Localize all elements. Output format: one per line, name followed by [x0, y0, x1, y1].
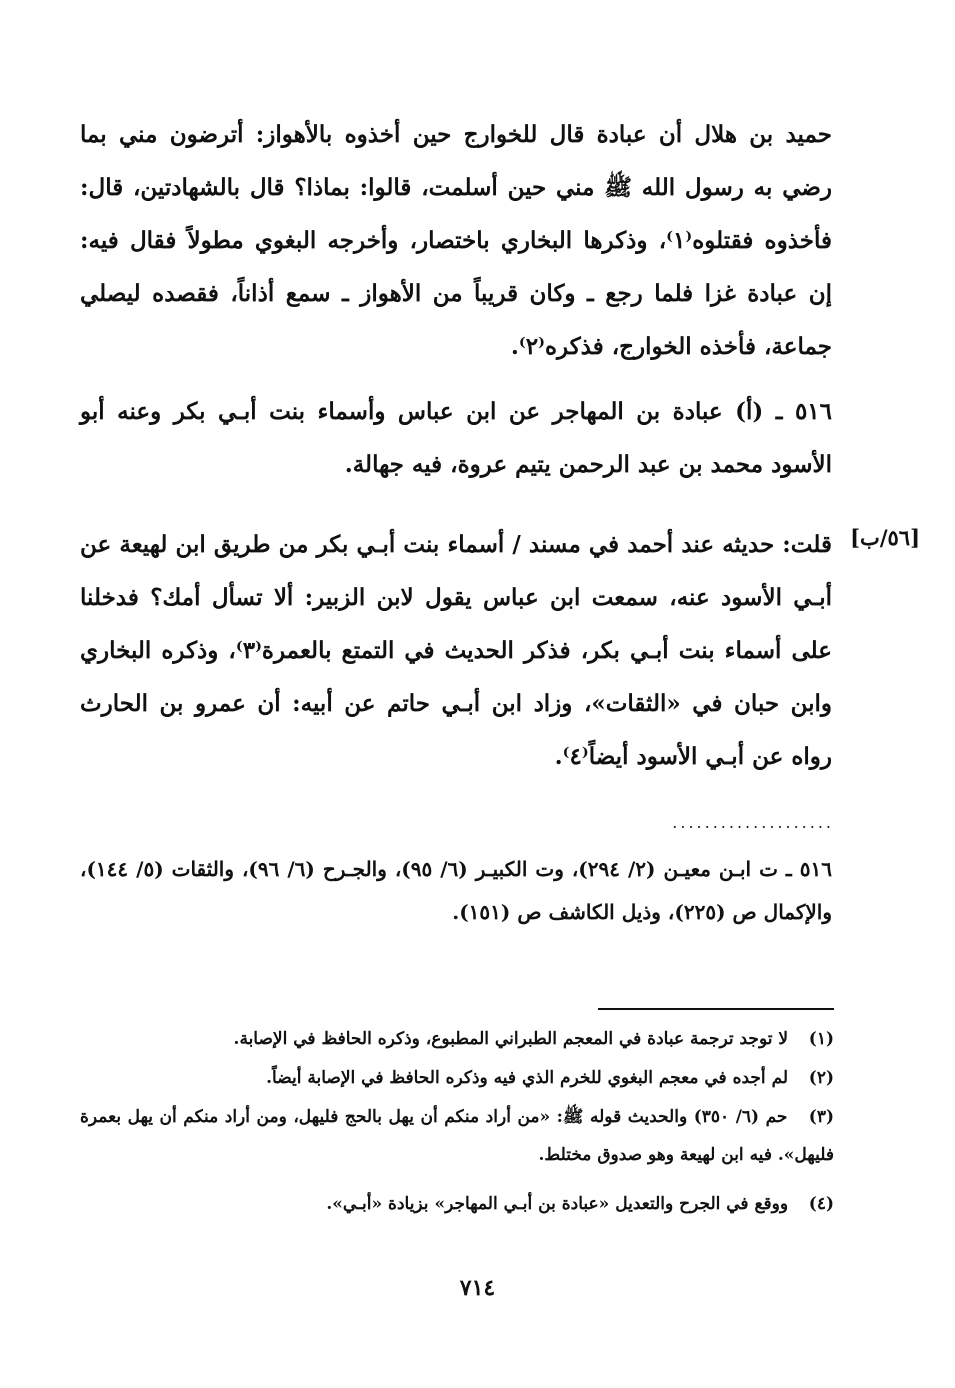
- footnote-divider: [598, 1008, 834, 1010]
- footnote-number: (٤): [808, 1194, 834, 1214]
- paragraph-hamid-narration: حميد بن هلال أن عبادة قال للخوارج حين أخذوه بالأهواز: أترضون مني بما رضي به رسول الله ﷺ مني حين أسلمت، قالوا: بماذا؟ قال بالشهادتين، قال: فأخذوه فقتلوه⁽١⁾، وذكرها البخاري باختصار، وأخرجه البغوي مطولاً فقال فيه: إن عبادة غزا فلما رجع ـ وكان قريباً من الأهواز ـ سمع أذاناً، فقصده ليصلي جماعة، فأخذه الخوارج، فذكره⁽٢⁾.: [80, 121, 832, 360]
- footnote-text: لا توجد ترجمة عبادة في المعجم الطبراني المطبوع، وذكره الحافظ في الإصابة.: [233, 1029, 789, 1049]
- footnote-number: (٣): [808, 1107, 834, 1127]
- footnote-1: [80, 1020, 834, 1058]
- source-references-note: ٥١٦ ـ ت ابـن معيـن (٢/ ٢٩٤)، وت الكبيـر (٦/ ٩٥)، والجـرح (٦/ ٩٦)، والثقات (٥/ ١٤٤)، والإكمال ص (٢٢٥)، وذيل الكاشف ص (١٥١).: [80, 857, 832, 924]
- entry-516-header: ٥١٦ ـ (أ) عبادة بن المهاجر عن ابن عباس وأسماء بنت أبـي بكر وعنه أبو الأسود محمد بن عبد الرحمن يتيم عروة، فيه جهالة.: [80, 398, 832, 478]
- paragraph-qult-commentary: قلت: حديثه عند أحمد في مسند / أسماء بنت أبـي بكر من طريق ابن لهيعة عن أبـي الأسود عنه، سمعت ابن عباس يقول لابن الزبير: ألا تسأل أمك؟ فدخلنا على أسماء بنت أبـي بكر، فذكر الحديث في التمتع بالعمرة⁽٣⁾، وذكره البخاري وابن حبان في «الثقات»، وزاد ابن أبـي حاتم عن أبيه: أن عمرو بن الحارث رواه عن أبـي الأسود أيضاً⁽٤⁾.: [80, 531, 833, 770]
- footnote-text: ووقع في الجرح والتعديل «عبادة بن أبـي المهاجر» بزيادة «أبـي».: [326, 1194, 789, 1214]
- footnote-text: حم (٦/ ٣٥٠) والحديث قوله ﷺ: «من أراد منكم أن يهل بالحج فليهل، ومن أراد منكم أن يهل بعمرة فليهل». فيه ابن لهيعة وهو صدوق مختلط.: [80, 1107, 834, 1165]
- footnote-4: [80, 1185, 834, 1223]
- manuscript-folio-marker: [٥٦/ب]: [850, 525, 920, 550]
- footnote-text: لم أجده في معجم البغوي للخرم الذي فيه وذكره الحافظ في الإصابة أيضاً.: [266, 1068, 789, 1088]
- footnote-number: (٢): [808, 1068, 834, 1088]
- footnote-number: (١): [808, 1029, 834, 1049]
- dotted-separator: ....................: [672, 813, 834, 832]
- footnote-3: [80, 1098, 834, 1174]
- page-number: ٧١٤: [459, 1275, 496, 1301]
- footnote-2: [80, 1059, 834, 1097]
